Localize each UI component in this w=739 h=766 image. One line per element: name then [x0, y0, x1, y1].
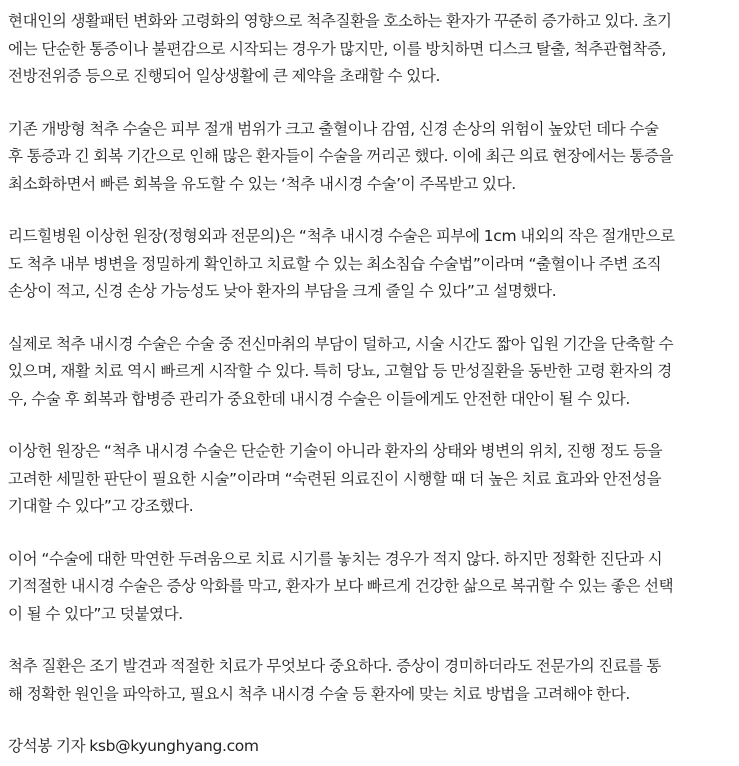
text-line: 리드힐병원 이상헌 원장(정형외과 전문의)은 “척추 내시경 수술은 피부에 1cm 내외의 작은 절개만으로	[8, 227, 675, 245]
text-line: 해 정확한 원인을 파악하고, 필요시 척추 내시경 수술 등 환자에 맞는 치료 방법을 고려해야 한다.	[8, 684, 630, 703]
text-line: 전방전위증 등으로 진행되어 일상생활에 큰 제약을 초래할 수 있다.	[8, 67, 441, 85]
text-line: 척추 질환은 조기 발견과 적절한 치료가 무엇보다 중요하다. 증상이 경미하더라도 전문가의 진료를 통	[8, 657, 662, 675]
text-line: 기대할 수 있다”고 강조했다.	[8, 497, 194, 515]
paragraph-open-surgery	[8, 116, 725, 199]
text-line: 이어 “수술에 대한 막연한 두려움으로 치료 시기를 놓치는 경우가 적지 않다. 하지만 정확한 진단과 시	[8, 549, 663, 568]
text-line: 실제로 척추 내시경 수술은 수술 중 전신마취의 부담이 덜하고, 시술 시간도 짧아 입원 기간을 단축할 수	[8, 334, 674, 353]
paragraph-doctor-quote	[8, 223, 725, 306]
byline-text: 강석봉 기자 ksb@kyunghyang.com	[8, 737, 259, 755]
text-line: 이 될 수 있다”고 덧붙였다.	[8, 604, 183, 623]
paragraph-benefits	[8, 331, 725, 414]
text-line: 현대인의 생활패턴 변화와 고령화의 영향으로 척추질환을 호소하는 환자가 꾸준히 증가하고 있다. 초기	[8, 12, 672, 30]
text-line: 후 통증과 긴 회복 기간으로 인해 많은 환자들이 수술을 꺼리곤 했다. 이에 최근 의료 현장에서는 통증을	[8, 147, 674, 165]
text-line: 손상이 적고, 신경 손상 가능성도 낮아 환자의 부담을 크게 줄일 수 있다”고 설명했다.	[8, 282, 557, 300]
text-line: 우, 수술 후 회복과 합병증 관리가 중요한데 내시경 수술은 이들에게도 안전한 대안이 될 수 있다.	[8, 389, 630, 408]
text-line: 에는 단순한 통증이나 불편감으로 시작되는 경우가 많지만, 이를 방치하면 디스크 탈출, 척추관협착증,	[8, 39, 667, 58]
text-line: 이상헌 원장은 “척추 내시경 수술은 단순한 기술이 아니라 환자의 상태와 병변의 위치, 진행 정도 등을	[8, 442, 663, 460]
paragraph-emphasis	[8, 438, 725, 521]
text-line: 있으며, 재활 치료 역시 빠르게 시작할 수 있다. 특히 당뇨, 고혈압 등 만성질환을 동반한 고령 환자의 경	[8, 362, 672, 380]
paragraph-intro	[8, 8, 725, 91]
paragraph-timing	[8, 546, 725, 629]
text-line: 도 척추 내부 병변을 정밀하게 확인하고 치료할 수 있는 최소침습 수술법”이라며 “출혈이나 주변 조직	[8, 254, 662, 273]
text-line: 기적절한 내시경 수술은 증상 악화를 막고, 환자가 보다 빠르게 건강한 삶으로 복귀할 수 있는 좋은 선택	[8, 577, 674, 595]
paragraph-conclusion	[8, 653, 725, 708]
byline	[8, 733, 725, 761]
text-line: 고려한 세밀한 판단이 필요한 시술”이라며 “숙련된 의료진이 시행할 때 더 높은 치료 효과와 안전성을	[8, 469, 662, 488]
text-line: 최소화하면서 빠른 회복을 유도할 수 있는 ‘척추 내시경 수술’이 주목받고 있다.	[8, 174, 516, 193]
text-line: 기존 개방형 척추 수술은 피부 절개 범위가 크고 출혈이나 감염, 신경 손상의 위험이 높았던 데다 수술	[8, 119, 659, 138]
